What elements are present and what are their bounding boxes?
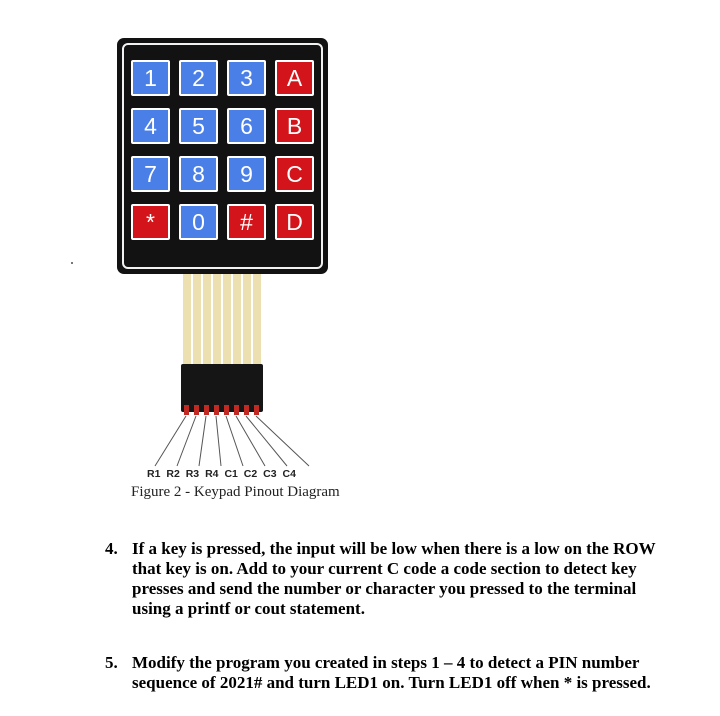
key-0: 0	[179, 204, 218, 240]
step-5-instruction	[105, 653, 675, 715]
key-3: 3	[227, 60, 266, 96]
pin-leader-line	[246, 416, 287, 466]
key-B: B	[275, 108, 314, 144]
key-9: 9	[227, 156, 266, 192]
figure-caption: Figure 2 - Keypad Pinout Diagram	[131, 484, 340, 500]
key-2: 2	[179, 60, 218, 96]
key-*: *	[131, 204, 170, 240]
key-A: A	[275, 60, 314, 96]
pin-label-r4: R4	[205, 468, 219, 480]
key-D: D	[275, 204, 314, 240]
key-#: #	[227, 204, 266, 240]
key-4: 4	[131, 108, 170, 144]
step-number: 5.	[105, 653, 118, 672]
key-7: 7	[131, 156, 170, 192]
pin-label-c4: C4	[282, 468, 296, 480]
pin-label-c3: C3	[263, 468, 277, 480]
key-5: 5	[179, 108, 218, 144]
key-1: 1	[131, 60, 170, 96]
key-6: 6	[227, 108, 266, 144]
pin-leader-line	[155, 416, 186, 466]
pin-labels	[147, 468, 298, 480]
key-C: C	[275, 156, 314, 192]
step-text: If a key is pressed, the input will be low when there is a low on the ROW that key is on. Add to your current C code a code section to detect key presses and send the number or character you pressed to the terminal using a printf or cout statement.	[132, 539, 656, 618]
key-8: 8	[179, 156, 218, 192]
step-text: Modify the program you created in steps 1 – 4 to detect a PIN number sequence of 2021# and turn LED1 on. Turn LED1 off when * is pressed.	[132, 653, 651, 692]
step-4-instruction	[105, 539, 675, 621]
pin-leader-line	[256, 416, 309, 466]
pin-label-r2: R2	[166, 468, 180, 480]
step-number: 4.	[105, 539, 118, 558]
pin-leader-line	[199, 416, 206, 466]
pin-label-c2: C2	[243, 468, 258, 480]
pin-leader-line	[177, 416, 196, 466]
pin-label-r1: R1	[147, 468, 161, 480]
pin-label-r3: R3	[185, 468, 200, 480]
pin-leader-line	[216, 416, 221, 466]
pin-label-c1: C1	[224, 468, 238, 480]
